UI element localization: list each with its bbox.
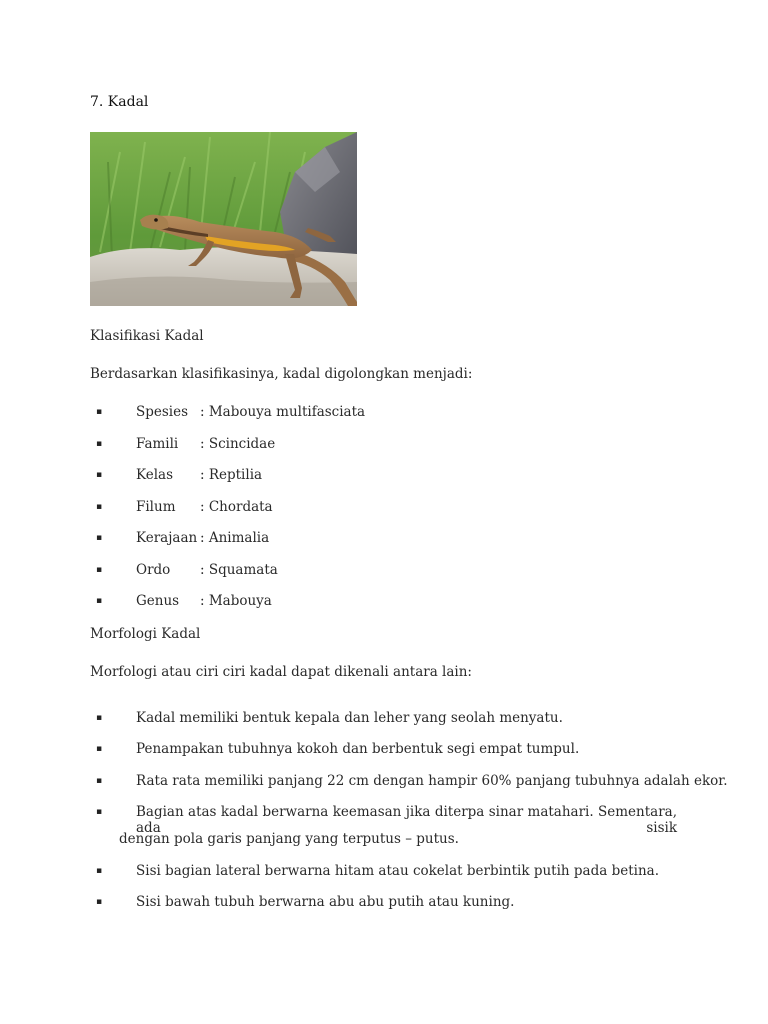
- bullet-icon: ▪: [96, 596, 103, 606]
- bullet-icon: ▪: [96, 533, 103, 543]
- klasifikasi-intro: Berdasarkan klasifikasinya, kadal digolongkan menjadi:: [90, 366, 473, 382]
- classification-value: : Animalia: [200, 530, 270, 546]
- bullet-icon: ▪: [96, 565, 103, 575]
- classification-value: : Chordata: [200, 499, 273, 515]
- classification-value: : Reptilia: [200, 467, 263, 483]
- classification-label: Genus: [136, 593, 180, 609]
- morfologi-item: Sisi bawah tubuh berwarna abu abu putih atau kuning.: [136, 894, 515, 910]
- morfologi-item-continuation: dengan pola garis panjang yang terputus – putus.: [119, 831, 459, 847]
- classification-label: Kelas: [136, 467, 174, 483]
- morfologi-item: Bagian atas kadal berwarna keemasan jika diterpa sinar matahari. Sementara, ada sisik: [136, 804, 677, 836]
- klasifikasi-title: Klasifikasi Kadal: [90, 328, 204, 344]
- classification-label: Kerajaan: [136, 530, 198, 546]
- lizard-photo: [90, 132, 357, 306]
- bullet-icon: ▪: [96, 744, 103, 754]
- classification-label: Famili: [136, 436, 179, 452]
- bullet-icon: ▪: [96, 439, 103, 449]
- classification-value: : Mabouya multifasciata: [200, 404, 366, 420]
- morfologi-item: Penampakan tubuhnya kokoh dan berbentuk segi empat tumpul.: [136, 741, 580, 757]
- morfologi-item: Rata rata memiliki panjang 22 cm dengan hampir 60% panjang tubuhnya adalah ekor.: [136, 773, 728, 789]
- bullet-icon: ▪: [96, 470, 103, 480]
- classification-value: : Mabouya: [200, 593, 272, 609]
- classification-value: : Scincidae: [200, 436, 276, 452]
- classification-label: Filum: [136, 499, 176, 515]
- classification-label: Spesies: [136, 404, 189, 420]
- bullet-icon: ▪: [96, 866, 103, 876]
- morfologi-item: Sisi bagian lateral berwarna hitam atau cokelat berbintik putih pada betina.: [136, 863, 659, 879]
- bullet-icon: ▪: [96, 897, 103, 907]
- classification-value: : Squamata: [200, 562, 278, 578]
- bullet-icon: ▪: [96, 807, 103, 817]
- morfologi-title: Morfologi Kadal: [90, 626, 201, 642]
- bullet-icon: ▪: [96, 407, 103, 417]
- section-heading: 7. Kadal: [90, 94, 149, 110]
- morfologi-intro: Morfologi atau ciri ciri kadal dapat dikenali antara lain:: [90, 664, 472, 680]
- classification-label: Ordo: [136, 562, 171, 578]
- bullet-icon: ▪: [96, 776, 103, 786]
- bullet-icon: ▪: [96, 502, 103, 512]
- morfologi-item: Kadal memiliki bentuk kepala dan leher yang seolah menyatu.: [136, 710, 563, 726]
- bullet-icon: ▪: [96, 713, 103, 723]
